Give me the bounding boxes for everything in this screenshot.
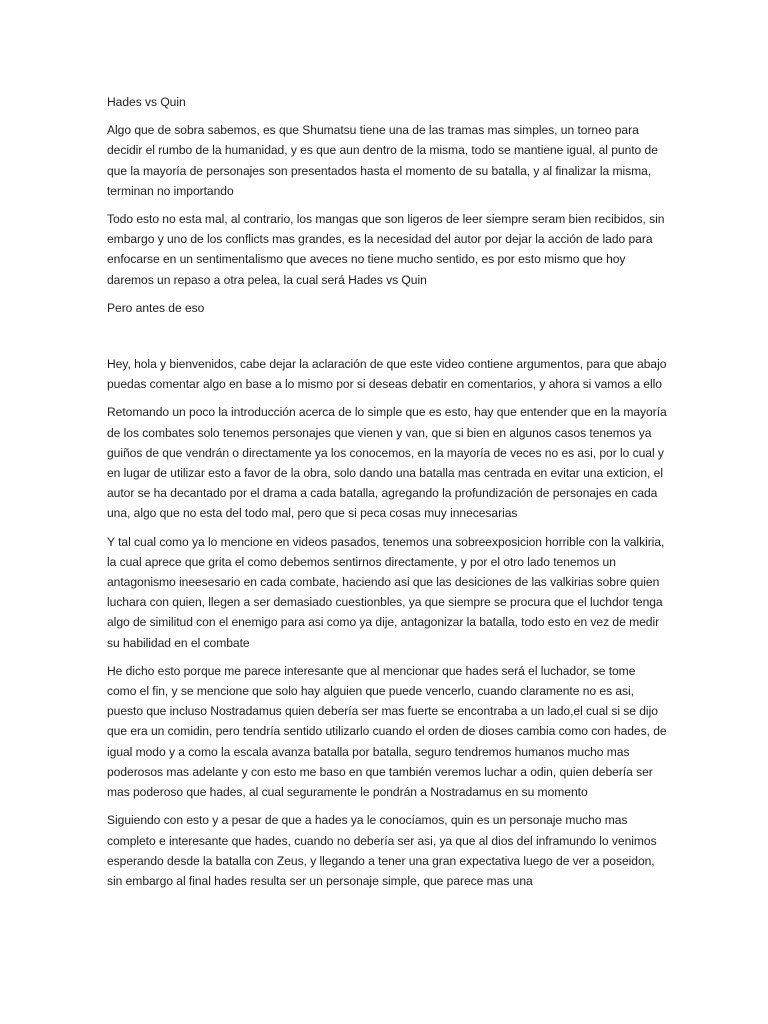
paragraph-hades-luchador: He dicho esto porque me parece interesante que al mencionar que hades será el luchador, se tome como el fin, y se mencione que solo hay alguien que puede vencerlo, cuando claramente no es asi, puesto que incluso Nostradamus quien debería ser mas fuerte se encontraba a un lado,el cual si se dijo que era un comidin, pero tendría sentido utilizarlo cuando el orden de dioses cambia como con hades, de igual modo y a como la escala avanza batalla por batalla, seguro tendremos humanos mucho mas poderosos mas adelante y con esto me baso en que también veremos luchar a odin, quien debería ser mas poderoso que hades, al cual seguramente le pondrán a Nostradamus en su momento — [107, 663, 667, 800]
blank-line — [107, 326, 667, 354]
document-body — [107, 92, 667, 899]
paragraph-greeting: Hey, hola y bienvenidos, cabe dejar la aclaración de que este video contiene argumentos, para que abajo puedas comentar algo en base a lo mismo por si deseas debatir en comentarios, y ahora si vamos a ello — [107, 357, 667, 392]
paragraph-intro: Algo que de sobra sabemos, es que Shumatsu tiene una de las tramas mas simples, un torneo para decidir el rumbo de la humanidad, y es que aun dentro de la misma, todo se mantiene igual, al punto de que la mayoría de personajes son presentados hasta el momento de su batalla, y al finalizar la misma, terminan no importando — [107, 123, 658, 198]
paragraph-context: Todo esto no esta mal, al contrario, los mangas que son ligeros de leer siempre seram bien recibidos, sin embargo y uno de los conflicts mas grandes, es la necesidad del autor por dejar la acción de lado para enfocarse en un sentimentalismo que aveces no tiene mucho sentido, es por esto mismo que hoy daremos un repaso a otra pelea, la cual será Hades vs Quin — [107, 212, 665, 287]
paragraph-valkiria: Y tal cual como ya lo mencione en videos pasados, tenemos una sobreexposicion horrible con la valkiria, la cual aprece que grita el como debemos sentirnos directamente, y por el otro lado tenemos un antagonismo ineesesario en cada combate, haciendo asi que las desiciones de las valkirias sobre quien luchara con quien, llegen a ser demasiado cuestionbles, ya que siempre se procura que el luchdor tenga algo de similitud con el enemigo para asi como ya dije, antagonizar la batalla, todo esto en vez de medir su habilidad en el combate — [107, 534, 665, 650]
paragraph-siguiendo: Siguiendo con esto y a pesar de que a hades ya le conocíamos, quin es un personaje mucho mas completo e interesante que hades, cuando no debería ser asi, ya que al dios del inframundo lo venimos esperando desde la batalla con Zeus, y llegando a tener una gran expectativa luego de ver a poseidon, sin embargo al final hades resulta ser un personaje simple, que parece mas una — [107, 813, 657, 888]
document-title: Hades vs Quin — [107, 95, 186, 109]
paragraph-transition: Pero antes de eso — [107, 300, 205, 315]
paragraph-retomando: Retomando un poco la introducción acerca de lo simple que es esto, hay que entender que en la mayoría de los combates solo tenemos personajes que vienen y van, que si bien en algunos casos tenemos ya guiños de que vendrán o directamente ya los conocemos, en la mayoría de veces no es asi, por lo cual y en lugar de utilizar esto a favor de la obra, solo dando una batalla mas centrada en evitar una exticion, el autor se ha decantado por el drama a cada batalla, agregando la profundización de personajes en cada una, algo que no esta del todo mal, pero que si peca cosas muy innecesarias — [107, 405, 667, 521]
